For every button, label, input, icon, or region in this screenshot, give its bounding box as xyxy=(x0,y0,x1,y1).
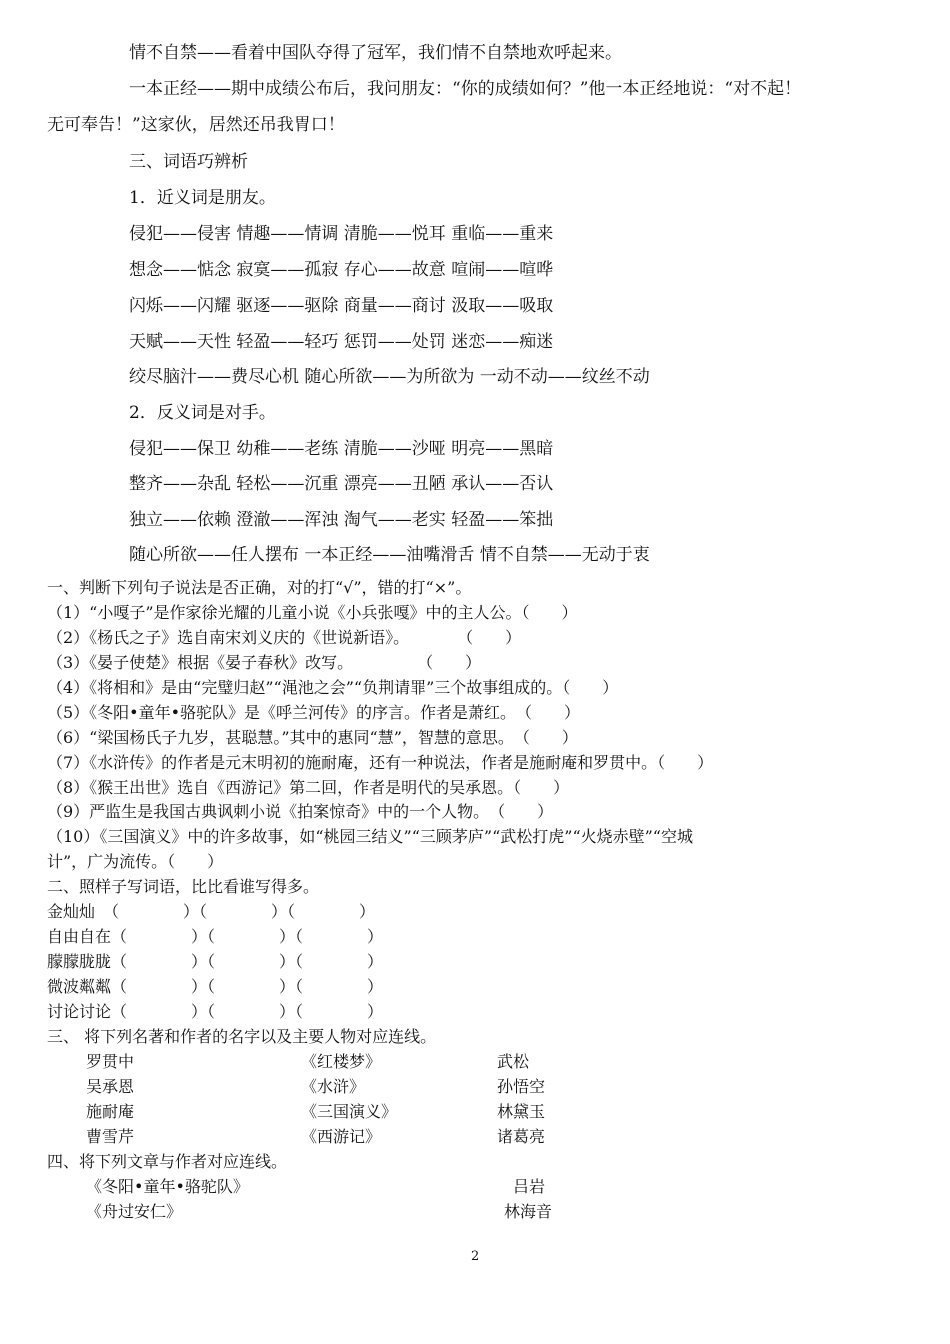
author-name: 罗贯中 xyxy=(86,1052,135,1071)
section-title-classics: 三、 将下列名著和作者的名字以及主要人物对应连线。 xyxy=(47,1027,437,1046)
writer-name: 林海音 xyxy=(504,1202,553,1221)
book-title: 《水浒》 xyxy=(301,1077,366,1096)
synonym-row: 闪烁——闪耀 驱逐——驱除 商量——商讨 汲取——吸取 xyxy=(129,296,554,316)
antonym-row: 侵犯——保卫 幼稚——老练 清脆——沙哑 明亮——黑暗 xyxy=(129,439,554,459)
character-column xyxy=(497,1051,545,1151)
synonym-row: 天赋——天性 轻盈——轻巧 惩罚——处罚 迷恋——痴迷 xyxy=(129,332,554,352)
character-name: 孙悟空 xyxy=(497,1077,546,1096)
section-title-words: 二、照样子写词语，比比看谁写得多。 xyxy=(47,877,320,896)
work-title: 《舟过安仁》 xyxy=(86,1202,183,1221)
judge-item: （10）《三国演义》中的许多故事，如“桃园三结义”“三顾茅庐”“武松打虎”“火烧赤壁”“空城 xyxy=(47,827,693,846)
antonym-row: 独立——依赖 澄澈——浑浊 淘气——老实 轻盈——笨拙 xyxy=(129,510,554,530)
synonym-row: 想念——惦念 寂寞——孤寂 存心——故意 喧闹——喧哗 xyxy=(129,260,554,280)
word-pattern-row: 微波粼粼（ ）（ ）（ ） xyxy=(47,977,384,996)
antonym-row: 整齐——杂乱 轻松——沉重 漂亮——丑陋 承认——否认 xyxy=(129,474,554,494)
judge-item: （3）《晏子使楚》根据《晏子春秋》改写。 （ ） xyxy=(47,653,482,672)
judge-item: （2）《杨氏之子》选自南宋刘义庆的《世说新语》。 （ ） xyxy=(47,628,522,647)
judge-item: （6）“梁国杨氏子九岁，甚聪慧。”其中的惠同“慧”，智慧的意思。 （ ） xyxy=(47,728,578,747)
section-title-articles: 四、将下列文章与作者对应连线。 xyxy=(47,1152,288,1171)
author-column xyxy=(86,1051,134,1151)
book-title: 《西游记》 xyxy=(301,1127,382,1146)
example-sentence: 情不自禁——看着中国队夺得了冠军，我们情不自禁地欢呼起来。 xyxy=(129,43,622,63)
character-name: 诸葛亮 xyxy=(497,1127,546,1146)
word-pattern-row: 朦朦胧胧（ ）（ ）（ ） xyxy=(47,952,384,971)
writer-column xyxy=(504,1176,553,1226)
judge-item: （1）“小嘎子”是作家徐光耀的儿童小说《小兵张嘎》中的主人公。（ ） xyxy=(47,603,578,622)
work-column xyxy=(86,1176,249,1226)
author-name: 曹雪芹 xyxy=(86,1127,135,1146)
antonym-row: 随心所欲——任人摆布 一本正经——油嘴滑舌 情不自禁——无动于衷 xyxy=(129,545,650,565)
work-title: 《冬阳•童年•骆驼队》 xyxy=(86,1177,249,1196)
author-name: 吴承恩 xyxy=(86,1077,135,1096)
word-pattern-row: 自由自在（ ）（ ）（ ） xyxy=(47,927,384,946)
section-title-judge: 一、判断下列句子说法是否正确，对的打“√”，错的打“×”。 xyxy=(47,578,472,597)
synonym-row: 绞尽脑汁——费尽心机 随心所欲——为所欲为 一动不动——纹丝不动 xyxy=(129,367,650,387)
book-column xyxy=(301,1051,397,1151)
example-sentence-continued: 无可奉告！”这家伙，居然还吊我胃口！ xyxy=(47,115,345,135)
judge-item: （7）《水浒传》的作者是元末明初的施耐庵，还有一种说法，作者是施耐庵和罗贯中。（ ） xyxy=(47,753,714,772)
page-number: 2 xyxy=(471,1249,480,1264)
judge-item: （5）《冬阳•童年•骆驼队》是《呼兰河传》的序言。作者是萧红。 （ ） xyxy=(47,703,581,722)
judge-item: （4）《将相和》是由“完璧归赵”“渑池之会”“负荆请罪”三个故事组成的。（ ） xyxy=(47,678,619,697)
character-name: 林黛玉 xyxy=(497,1102,546,1121)
writer-name: 吕岩 xyxy=(513,1177,546,1196)
subheading-synonyms: 1．近义词是朋友。 xyxy=(129,188,276,208)
judge-item: （8）《猴王出世》选自《西游记》第二回，作者是明代的吴承恩。（ ） xyxy=(47,778,570,797)
book-title: 《红楼梦》 xyxy=(301,1052,382,1071)
judge-item-continued: 计”，广为流传。（ ） xyxy=(47,852,224,871)
judge-item: （9）严监生是我国古典讽刺小说《拍案惊奇》中的一个人物。 （ ） xyxy=(47,802,554,821)
synonym-row: 侵犯——侵害 情趣——情调 清脆——悦耳 重临——重来 xyxy=(129,224,554,244)
section-heading: 三、词语巧辨析 xyxy=(129,152,248,172)
word-pattern-row: 讨论讨论（ ）（ ）（ ） xyxy=(47,1002,384,1021)
book-title: 《三国演义》 xyxy=(301,1102,398,1121)
word-pattern-row: 金灿灿 （ ）（ ）（ ） xyxy=(47,902,376,921)
example-sentence: 一本正经——期中成绩公布后，我问朋友：“你的成绩如何？”他一本正经地说：“对不起！ xyxy=(129,79,802,99)
character-name: 武松 xyxy=(497,1052,530,1071)
subheading-antonyms: 2．反义词是对手。 xyxy=(129,403,276,423)
author-name: 施耐庵 xyxy=(86,1102,135,1121)
